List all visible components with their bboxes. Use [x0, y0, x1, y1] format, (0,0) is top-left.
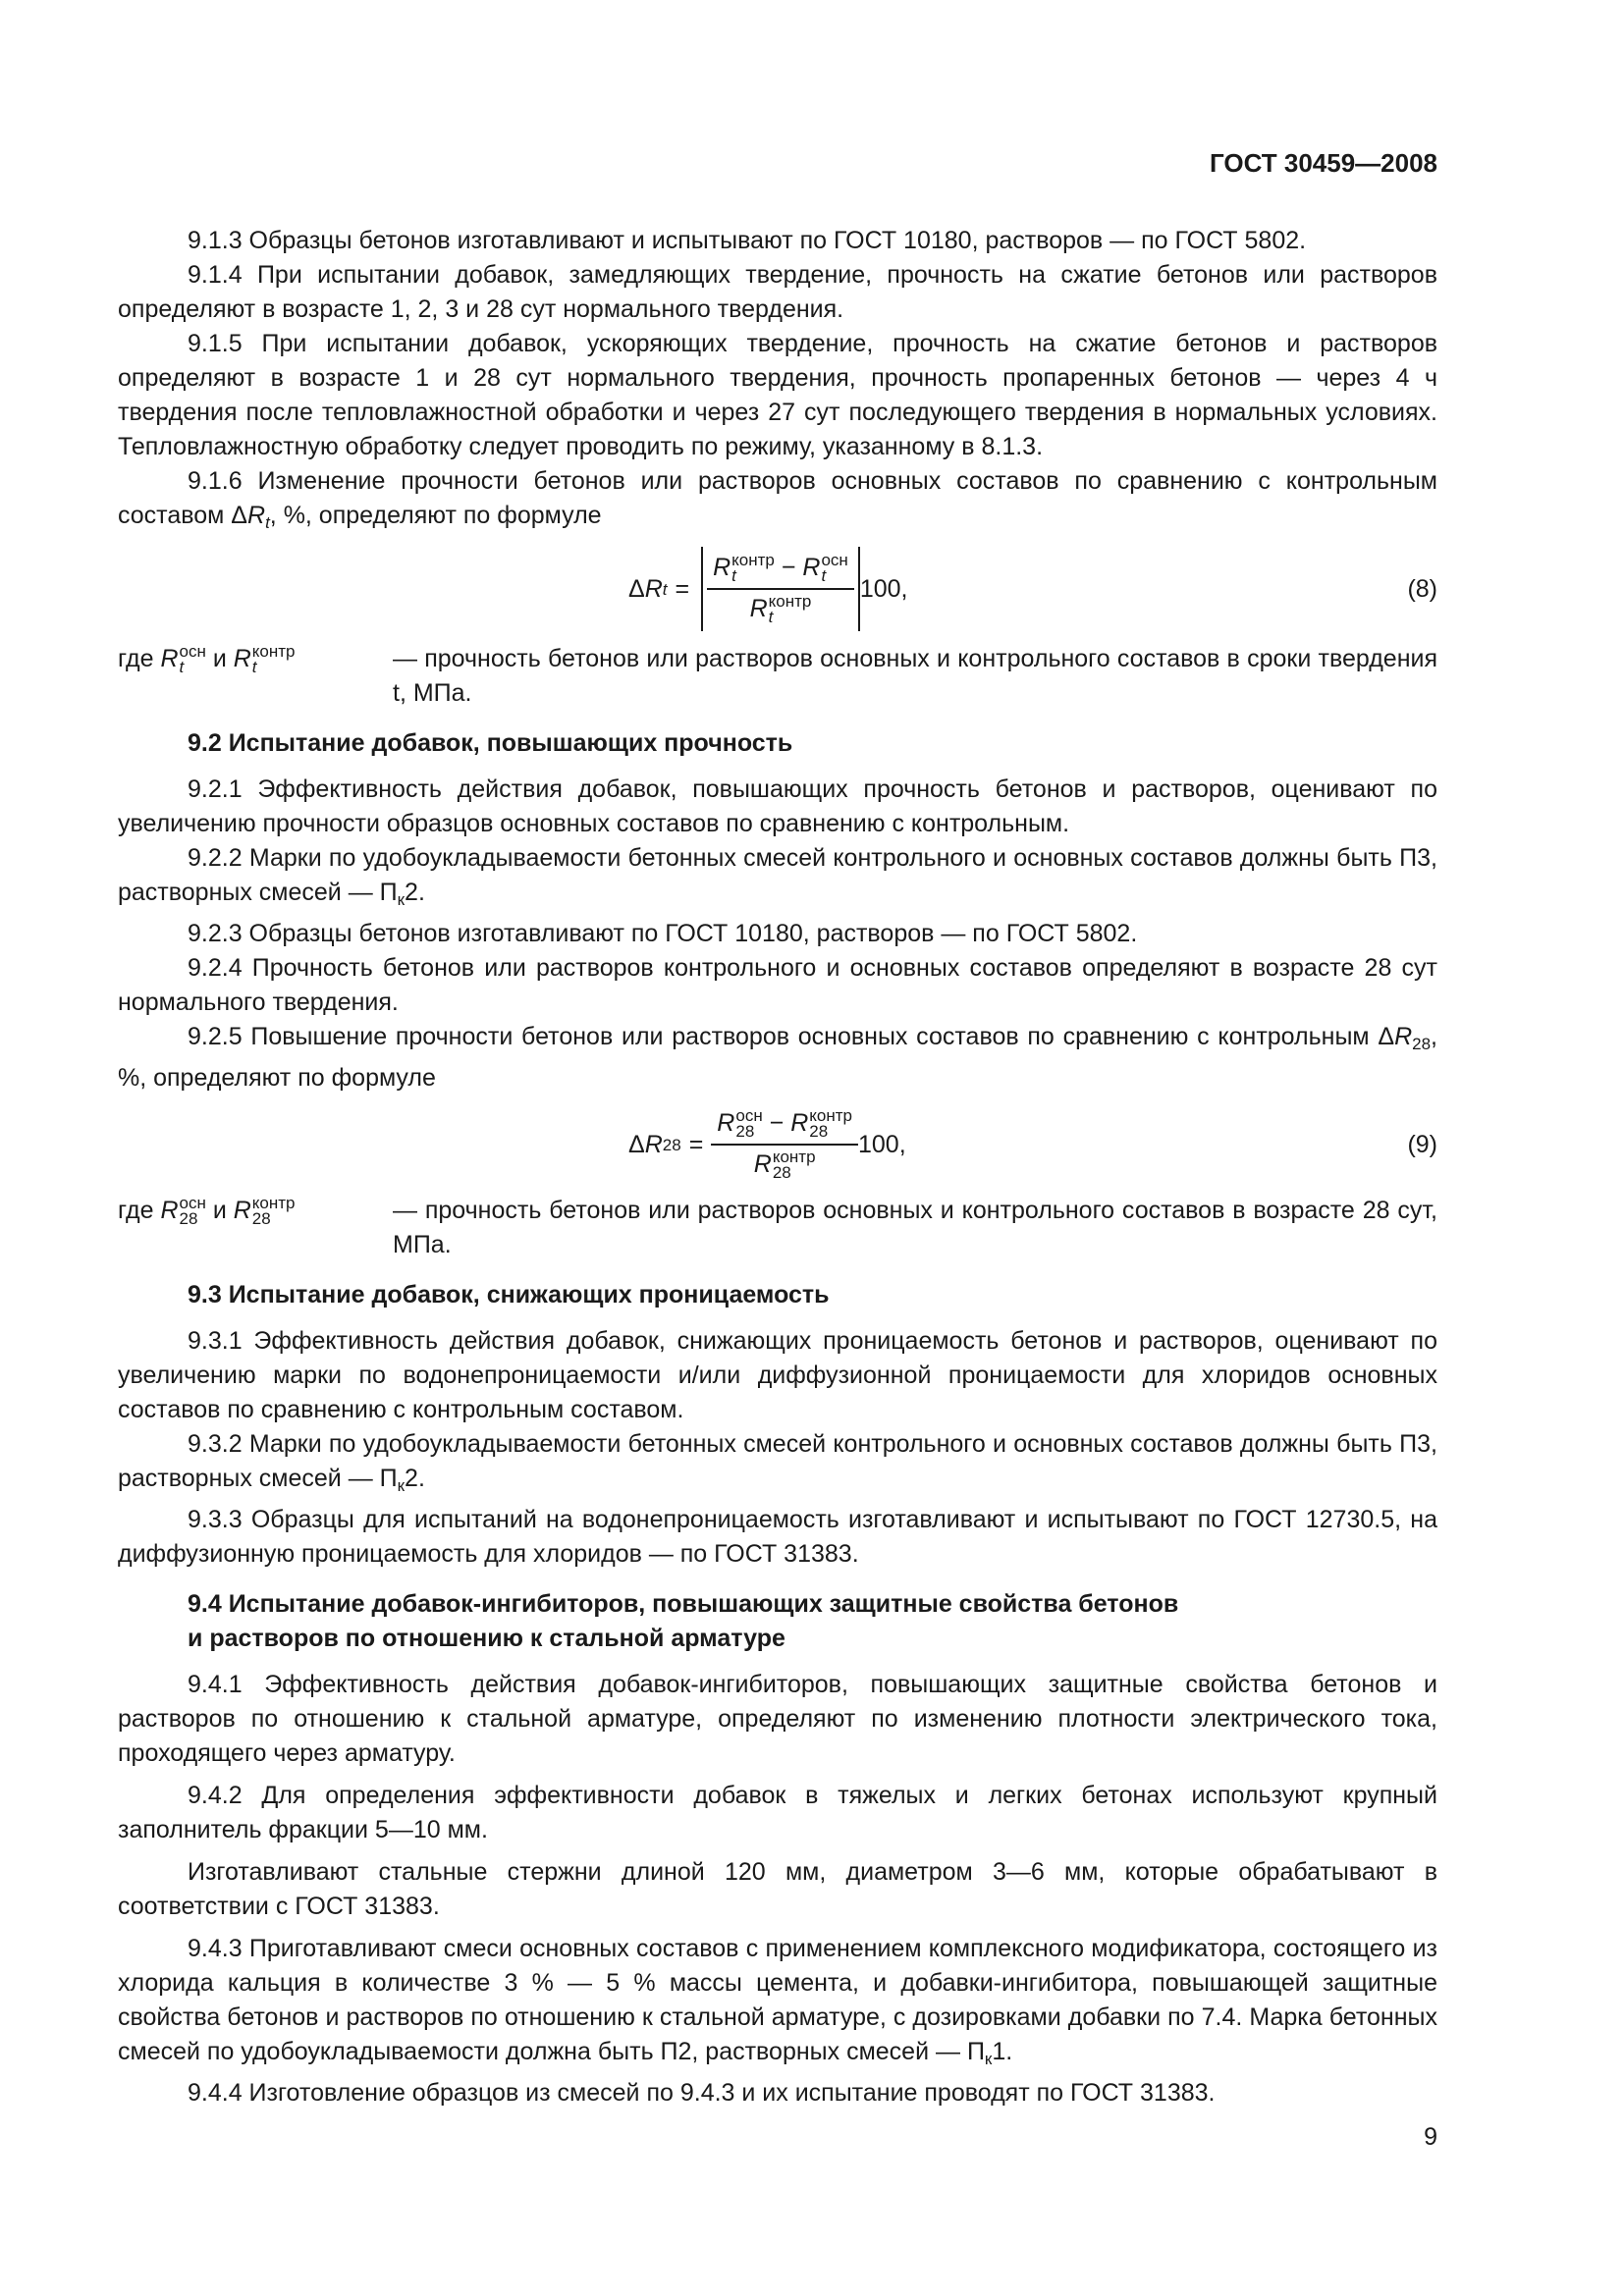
- fraction: R осн 28 − R контр 28 R контр 28: [711, 1108, 858, 1182]
- paragraph-9-2-1: 9.2.1 Эффективность действия добавок, повышающих прочность бетонов и растворов, оценивают по увеличению прочности образцов основных составов по сравнению с контрольным.: [118, 775, 1437, 837]
- paragraph-9-4-4: 9.4.4 Изготовление образцов из смесей по 9.4.3 и их испытание проводят по ГОСТ 31383.: [188, 2079, 1216, 2107]
- formula-8: [118, 540, 1437, 638]
- document-body: [118, 224, 1437, 2110]
- paragraph-9-3-3: 9.3.3 Образцы для испытаний на водонепроницаемость изготавливают и испытывают по ГОСТ 12730.5, на диффузионную проницаемость для хлоридов — по ГОСТ 31383.: [118, 1506, 1437, 1568]
- paragraph-9-1-4: 9.1.4 При испытании добавок, замедляющих твердение, прочность на сжатие бетонов или растворов определяют в возрасте 1, 2, 3 и 28 сут нормального твердения.: [118, 261, 1437, 323]
- formula-9-expression: Δ R 28 = R осн 28 − R контр 28 R контр 28 100,: [628, 1106, 906, 1183]
- page-number: 9: [1424, 2123, 1437, 2151]
- formula-8-expression: Δ R t = R контр t − R осн t R контр t 100,: [628, 540, 907, 638]
- paragraph-9-3-1: 9.3.1 Эффективность действия добавок, снижающих проницаемость бетонов и растворов, оценивают по увеличению марки по водонепроницаемости и/или диффузионной проницаемости для хлоридов основных составов по сравнению с контрольным составом.: [118, 1327, 1437, 1423]
- section-heading-9-2: 9.2 Испытание добавок, повышающих прочность: [188, 729, 793, 757]
- formula-9-number: (9): [1407, 1130, 1437, 1158]
- paragraph-9-4-1: 9.4.1 Эффективность действия добавок-ингибиторов, повышающих защитные свойства бетонов и растворов по отношению к стальной арматуре, определяют по изменению плотности электрического тока, проходящего через арматуру.: [118, 1671, 1437, 1767]
- paragraph-9-4-3: 9.4.3 Приготавливают смеси основных составов с применением комплексного модификатора, состоящего из хлорида кальция в количестве 3 % — 5 % массы цемента, и добавки-ингибитора, повышающей защитные свойства бетонов и растворов по отношению к стальной арматуре, с дозировками добавки по 7.4. Марка бетонных смесей по удобоукладываемости должна быть П2, растворных смесей — $П_к1$.: [118, 1935, 1437, 2068]
- paragraph-9-3-2: 9.3.2 Марки по удобоукладываемости бетонных смесей контрольного и основных составов должны быть П3, растворных смесей — $П_к2$.: [118, 1430, 1437, 1495]
- paragraph-9-1-3: 9.1.3 Образцы бетонов изготавливают и испытывают по ГОСТ 10180, растворов — по ГОСТ 5802.: [188, 227, 1307, 254]
- formula-8-number: (8): [1407, 574, 1437, 603]
- paragraph-9-2-3: 9.2.3 Образцы бетонов изготавливают по ГОСТ 10180, растворов — по ГОСТ 5802.: [188, 920, 1138, 947]
- where-clause-8: где R осн t и R контр t — прочность бетонов или растворов основных и контрольного составов в сроки твердения t, МПа.: [118, 642, 1437, 707]
- section-heading-9-4: 9.4 Испытание добавок-ингибиторов, повышающих защитные свойства бетонов и растворов по отношению к стальной арматуре: [188, 1590, 1179, 1652]
- where-clause-9: где R осн 28 и R контр 28 — прочность бетонов или растворов основных и контрольного составов в возрасте 28 сут, МПа.: [118, 1194, 1437, 1258]
- paragraph-9-2-4: 9.2.4 Прочность бетонов или растворов контрольного и основных составов определяют в возрасте 28 сут нормального твердения.: [118, 954, 1437, 1016]
- paragraph-9-4-2-continued: Изготавливают стальные стержни длиной 120 мм, диаметром 3—6 мм, которые обрабатывают в соответствии с ГОСТ 31383.: [118, 1858, 1437, 1920]
- paragraph-9-2-2: 9.2.2 Марки по удобоукладываемости бетонных смесей контрольного и основных составов должны быть П3, растворных смесей — $П_к2$.: [118, 844, 1437, 909]
- fraction: R контр t − R осн t R контр t: [707, 553, 854, 626]
- paragraph-9-1-5: 9.1.5 При испытании добавок, ускоряющих твердение, прочность на сжатие бетонов и растворов определяют в возрасте 1 и 28 сут нормального твердения, прочность пропаренных бетонов — через 4 ч твердения после тепловлажностной обработки и через 27 сут последующего твердения в нормальных условиях. Тепловлажностную обработку следует проводить по режиму, указанному в 8.1.3.: [118, 330, 1437, 460]
- paragraph-9-2-5: 9.2.5 Повышение прочности бетонов или растворов основных составов по сравнению с контрольным $\Delta R_{28}$, %, определяют по формуле: [118, 1023, 1437, 1092]
- document-header: ГОСТ 30459—2008: [1210, 148, 1437, 178]
- section-heading-9-3: 9.3 Испытание добавок, снижающих проницаемость: [188, 1281, 830, 1308]
- absolute-value: [701, 547, 860, 632]
- paragraph-9-4-2: 9.4.2 Для определения эффективности добавок в тяжелых и легких бетонах используют крупный заполнитель фракции 5—10 мм.: [118, 1782, 1437, 1843]
- formula-9: [118, 1099, 1437, 1190]
- paragraph-9-1-6: 9.1.6 Изменение прочности бетонов или растворов основных составов по сравнению с контрольным составом $\Delta R_t$, %, определяют по формуле: [118, 467, 1437, 532]
